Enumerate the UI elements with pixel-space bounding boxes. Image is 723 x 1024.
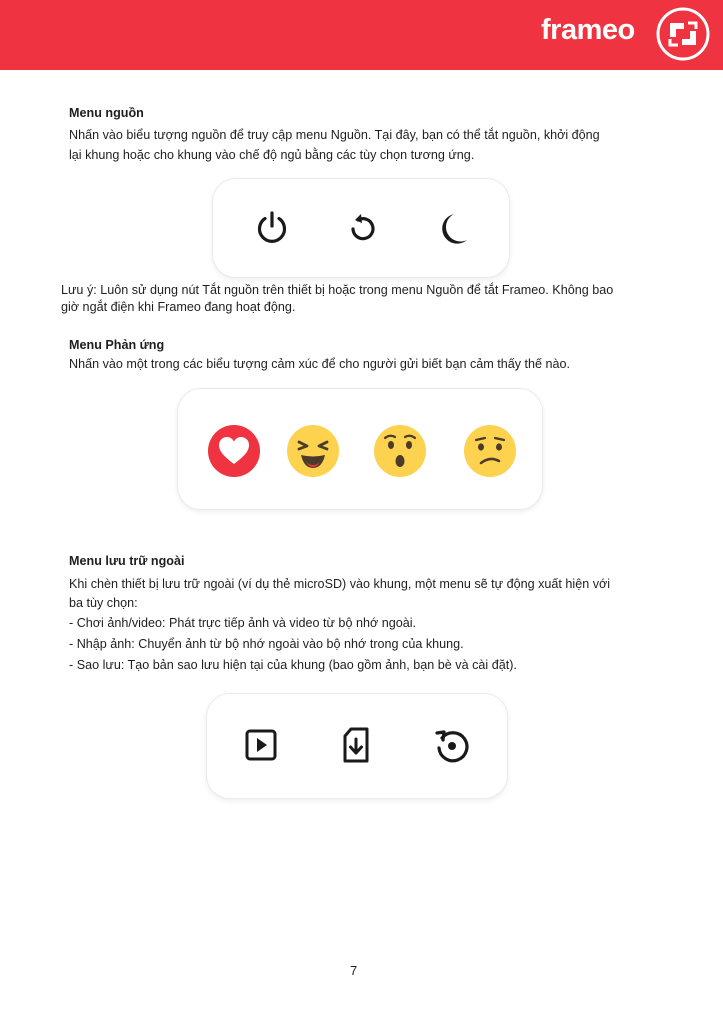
- surprised-emoji-icon[interactable]: [373, 424, 427, 478]
- reaction-menu-card: [177, 388, 543, 510]
- power-menu-text-line: lại khung hoặc cho khung vào chế độ ngủ bằng các tùy chọn tương ứng.: [69, 148, 475, 162]
- heart-icon[interactable]: [207, 424, 261, 478]
- power-menu-card: [212, 178, 510, 278]
- storage-menu-text-line: - Sao lưu: Tạo bản sao lưu hiện tại của khung (bao gồm ảnh, bạn bè và cài đặt).: [69, 658, 517, 672]
- reaction-menu-description: Nhấn vào một trong các biểu tượng cảm xúc để cho người gửi biết bạn cảm thấy thế nào.: [69, 357, 571, 371]
- storage-menu-heading: Menu lưu trữ ngoài: [69, 554, 185, 568]
- frameo-logo-icon: [655, 6, 711, 62]
- laughing-emoji-icon[interactable]: [286, 424, 340, 478]
- brand-name: frameo: [541, 14, 635, 46]
- power-icon[interactable]: [254, 209, 290, 245]
- sleep-moon-icon[interactable]: [436, 211, 470, 247]
- restart-icon[interactable]: [344, 209, 380, 245]
- import-file-icon[interactable]: [339, 725, 373, 765]
- storage-menu-text-line: ba tùy chọn:: [69, 596, 138, 610]
- note-text-line: Lưu ý: Luôn sử dụng nút Tắt nguồn trên thiết bị hoặc trong menu Nguồn để tắt Frameo. Không bao: [61, 283, 614, 297]
- page-number: 7: [350, 963, 358, 978]
- power-menu-heading: Menu nguồn: [69, 106, 144, 120]
- note-text-line: giờ ngắt điện khi Frameo đang hoạt động.: [61, 300, 296, 314]
- reaction-menu-heading: Menu Phản ứng: [69, 338, 165, 352]
- header-bar: [0, 0, 723, 70]
- storage-menu-text-line: - Chơi ảnh/video: Phát trực tiếp ảnh và video từ bộ nhớ ngoài.: [69, 616, 417, 630]
- confused-emoji-icon[interactable]: [463, 424, 517, 478]
- play-media-icon[interactable]: [243, 727, 279, 763]
- storage-menu-text-line: Khi chèn thiết bị lưu trữ ngoài (ví dụ thẻ microSD) vào khung, một menu sẽ tự động xuất hiện với: [69, 577, 611, 591]
- storage-menu-text-line: - Nhập ảnh: Chuyển ảnh từ bộ nhớ ngoài vào bộ nhớ trong của khung.: [69, 637, 464, 651]
- backup-icon[interactable]: [433, 727, 471, 765]
- power-menu-text-line: Nhấn vào biểu tượng nguồn để truy cập menu Nguồn. Tại đây, bạn có thể tắt nguồn, khởi động: [69, 128, 600, 142]
- storage-menu-card: [206, 693, 508, 799]
